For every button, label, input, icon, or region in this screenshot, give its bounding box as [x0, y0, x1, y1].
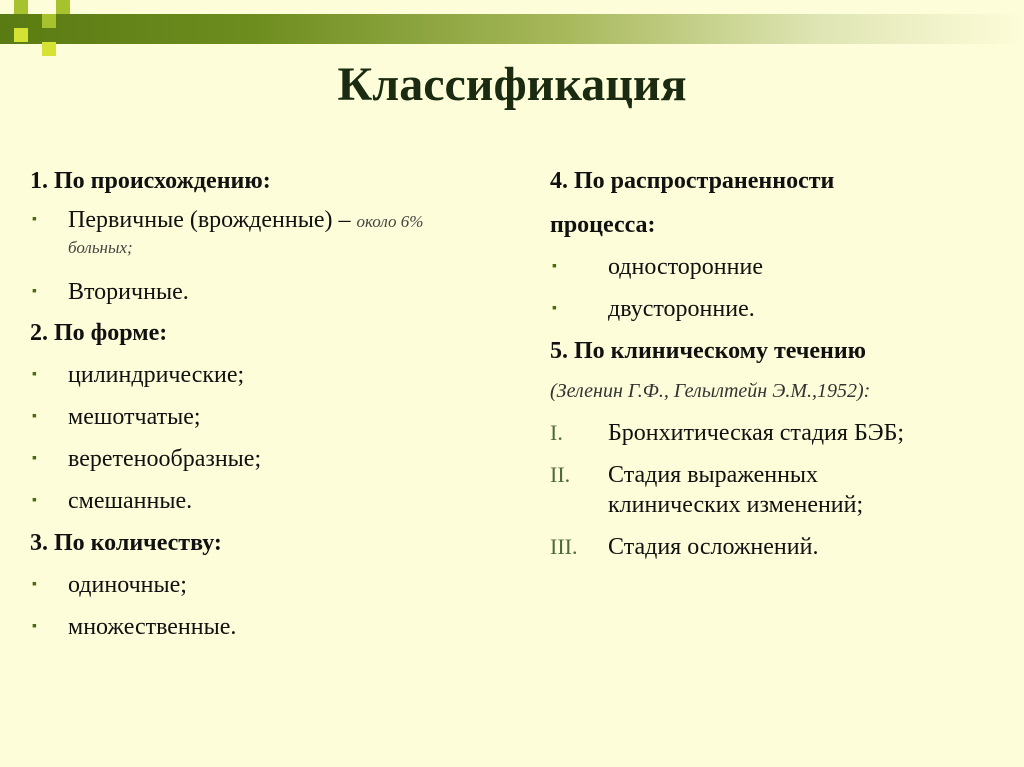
stage-item	[550, 460, 1000, 490]
decor-square	[56, 0, 70, 14]
list-item	[30, 444, 510, 474]
stage-number: I.	[550, 420, 563, 445]
list-item	[30, 402, 510, 432]
bullet-icon: ▪	[32, 451, 37, 466]
list-item	[30, 277, 510, 307]
bullet-icon: ▪	[32, 212, 37, 227]
decor-square	[42, 42, 56, 56]
section-heading: 4. По распространенности	[550, 168, 835, 194]
list-item	[30, 486, 510, 516]
item-text: Первичные (врожденные) –	[68, 207, 351, 233]
stage-number: III.	[550, 534, 578, 559]
bullet-icon: ▪	[32, 409, 37, 424]
bullet-icon: ▪	[552, 301, 557, 316]
list-item-continuation	[30, 235, 510, 259]
item-text: цилиндрические;	[68, 362, 245, 388]
list-item	[550, 252, 1000, 282]
section-heading: 5. По клиническому течению	[550, 338, 867, 364]
item-text: мешотчатые;	[68, 404, 201, 430]
bullet-icon: ▪	[32, 493, 37, 508]
list-item	[30, 360, 510, 390]
item-text: веретенообразные;	[68, 446, 262, 472]
stage-text: Стадия осложнений.	[608, 534, 819, 560]
list-item	[30, 612, 510, 642]
bullet-icon: ▪	[552, 259, 557, 274]
section-heading: 3. По количеству:	[30, 530, 222, 556]
list-item	[30, 205, 510, 237]
bullet-icon: ▪	[32, 577, 37, 592]
stage-text: Бронхитическая стадия БЭБ;	[608, 420, 905, 446]
decor-square	[28, 14, 42, 28]
item-text: Вторичные.	[68, 279, 189, 305]
right-column	[550, 166, 1000, 562]
decor-square	[42, 14, 56, 28]
bullet-icon: ▪	[32, 284, 37, 299]
stage-text: клинических изменений;	[608, 492, 864, 518]
section-heading-continuation: процесса:	[550, 212, 656, 238]
item-text: двусторонние.	[608, 296, 755, 322]
decor-square	[14, 28, 28, 42]
decor-square	[14, 0, 28, 14]
list-item	[550, 294, 1000, 324]
item-text: смешанные.	[68, 488, 193, 514]
decor-square	[28, 28, 42, 42]
list-item	[30, 570, 510, 600]
item-text: односторонние	[608, 254, 763, 280]
bullet-icon: ▪	[32, 367, 37, 382]
stage-number: II.	[550, 462, 571, 487]
stage-item	[550, 418, 1000, 448]
item-note: больных;	[68, 238, 133, 257]
stage-item-continuation	[550, 490, 1000, 520]
slide-title: Классификация	[337, 58, 687, 111]
stage-text: Стадия выраженных	[608, 462, 819, 488]
bullet-icon: ▪	[32, 619, 37, 634]
source-citation: (Зеленин Г.Ф., Гелылтейн Э.М.,1952):	[550, 380, 871, 402]
item-note: около 6%	[356, 212, 424, 231]
section-heading: 1. По происхождению:	[30, 168, 271, 194]
item-text: одиночные;	[68, 572, 187, 598]
stage-item	[550, 532, 1000, 562]
item-text: множественные.	[68, 614, 237, 640]
section-heading: 2. По форме:	[30, 320, 168, 346]
left-column	[30, 166, 510, 642]
header-band	[0, 14, 1024, 44]
